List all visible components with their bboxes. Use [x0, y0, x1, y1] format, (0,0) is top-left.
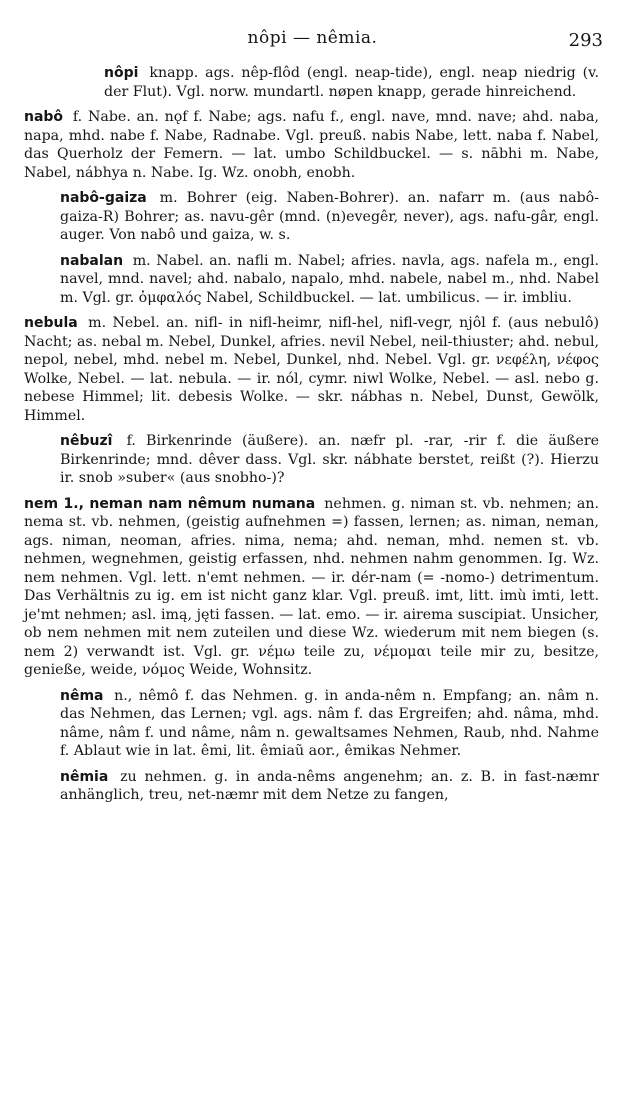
entry-text: nehmen. g. niman st. vb. nehmen; an. nema st. vb. nehmen, (geistig aufnehmen =) fassen, lernen; as. niman, neman, ags. niman, neoman, afries. nima, nema; ahd. neman, mhd. nemen st. vb. nehmen, wegnehmen, geistig erfassen, nhd. nehmen nahm genommen. Ig. Wz. nem nehmen. Vgl. lett. n'emt nehmen. — ir. dér-nam (= -nomo-) detrimentum. Das Verhältnis zu ig. em ist nicht ganz klar. Vgl. preuß. imt, litt. imù imti, lett. je'mt nehmen; asl. imą, jęti fassen. — lat. emo. — ir. airema suscipiat. Unsicher, ob nem nehmen mit nem zuteilen und diese Wz. wiederum mit nem biegen (s. nem 2) verwandt ist. Vgl. gr. νέμω teile zu, νέμομαι teile mir zu, besitze, genieße, weide, νόμος Weide, Wohnsitz.: [24, 495, 599, 678]
headword: nabalan: [60, 252, 124, 269]
headword: nêma: [60, 687, 104, 704]
running-title: nôpi — nêmia.: [247, 28, 378, 48]
page-header: [0, 28, 625, 52]
entry-text: m. Nebel. an. nifl- in nifl-heimr, nifl-hel, nifl-vegr, njôl f. (aus nebulô) Nacht; as. nebal m. Nebel, Dunkel, afries. nevil Nebel, neil-thiuster; ahd. nebul, nepol, nebel, mhd. nebel m. Nebel, Dunkel, nhd. Nebel. Vgl. gr. νεφέλη, νέφος Wolke, Nebel. — lat. nebula. — ir. nól, cymr. niwl Wolke, Nebel. — asl. nebo g. nebese Himmel; lit. debesis Wolke. — skr. nábhas n. Nebel, Dunst, Gewölk, Himmel.: [24, 315, 600, 424]
entry-text: knapp. ags. nêp-flôd (engl. neap-tide), engl. neap niedrig (v. der Flut). Vgl. norw. mundartl. nøpen knapp, gerade hinreichend.: [104, 65, 599, 100]
headword: nebula: [24, 315, 78, 331]
entry-nema: [60, 687, 599, 761]
entry-nabo-gaiza: [60, 189, 599, 245]
headword: nabô-gaiza: [60, 190, 147, 206]
page-number: 293: [568, 30, 603, 51]
entries-list: [24, 64, 599, 812]
entry-text: f. Birkenrinde (äußere). an. næfr pl. -rar, -rir f. die äußere Birkenrinde; mnd. dêver dass. Vgl. skr. nábhate berstet, reißt (?). Hierzu ir. snob »suber« (aus snobho-)?: [60, 433, 599, 486]
headword: nêbuzî: [60, 433, 113, 449]
entry-nabo: [24, 108, 599, 182]
entry-text: f. Nabe. an. nǫf f. Nabe; ags. nafu f., engl. nave, mnd. nave; ahd. naba, napa, mhd. nabe f. Nabe, Radnabe. Vgl. preuß. nabis Nabe, lett. naba f. Nabel, das Querholz der Femern. — lat. umbo Schildbuckel. — s. nābhi m. Nabe, Nabel, nábhya n. Nabe. Ig. Wz. onobh, enobh.: [24, 109, 599, 181]
entry-text: m. Bohrer (eig. Naben-Bohrer). an. nafarr m. (aus nabô-gaiza-R) Bohrer; as. navu-gêr (mnd. (n)evegêr, never), ags. nafu-gâr, engl. auger. Von nabô und gaiza, w. s.: [60, 190, 599, 243]
entry-text: m. Nabel. an. nafli m. Nabel; afries. navla, ags. nafela m., engl. navel, mnd. navel; ahd. nabalo, napalo, mhd. nabele, nabel m., nhd. Nabel m. Vgl. gr. ὀμφαλός Nabel, Schildbuckel. — lat. umbilicus. — ir. imbliu.: [60, 252, 600, 306]
entry-nebuzi: [60, 432, 599, 488]
entry-text: zu nehmen. g. in anda-nêms angenehm; an. z. B. in fast-næmr anhänglich, treu, net-næmr mit dem Netze zu fangen,: [60, 768, 599, 803]
entry-text: n., nêmô f. das Nehmen. g. in anda-nêm n. Empfang; an. nâm n. das Nehmen, das Lernen; vgl. ags. nâm f. das Ergreifen; ahd. nâma, mhd. nâme, nâm f. und nâme, nâm n. gewaltsames Nehmen, Raub, nhd. Nahme f. Ablaut wie in lat. êmi, lit. êmiaũ aor., êmikas Nehmer.: [60, 687, 599, 759]
headword: nêmia: [60, 768, 109, 785]
entry-nemia: [60, 768, 599, 805]
entry-nabalan: [60, 252, 599, 308]
headword: nem 1., neman nam nêmum numana: [24, 495, 316, 512]
headword: nabô: [24, 109, 64, 125]
entry-nopi: [104, 64, 599, 101]
entry-nebula: [24, 314, 599, 425]
entry-nem-1: [24, 495, 599, 680]
headword: nôpi: [104, 65, 139, 81]
